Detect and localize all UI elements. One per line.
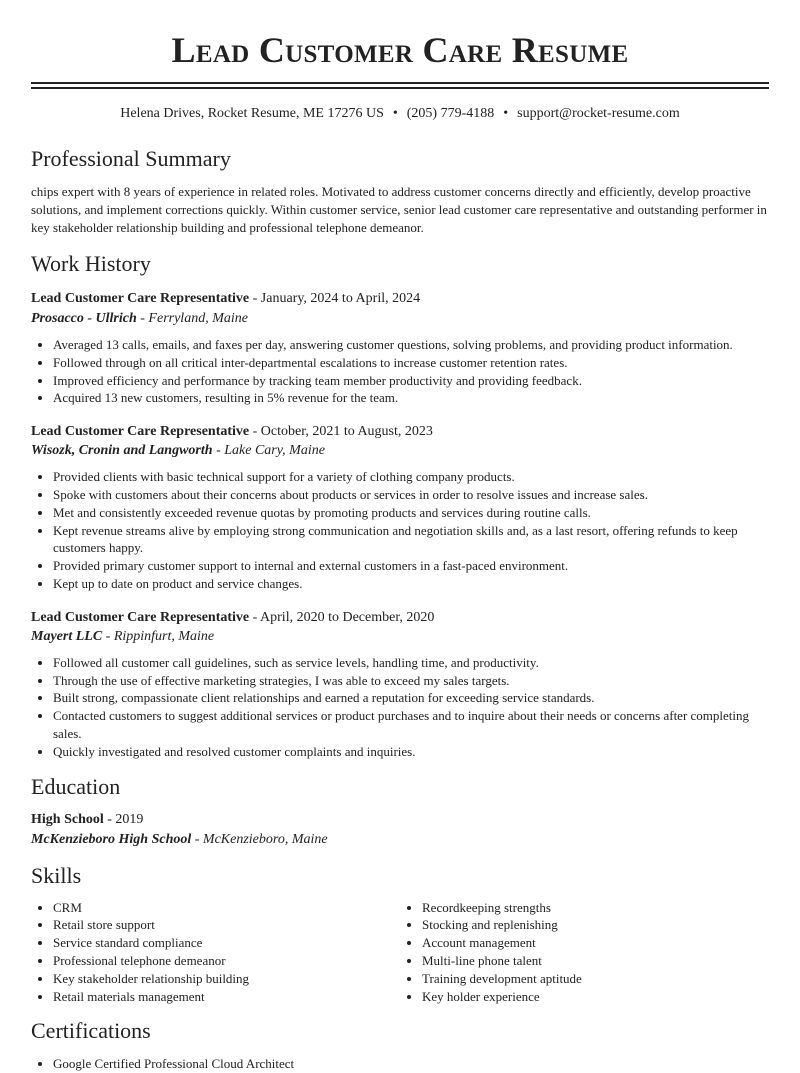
job-location: - Ferryland, Maine — [136, 311, 248, 326]
job-dates: - October, 2021 to August, 2023 — [249, 424, 433, 440]
resume-title: Lead Customer Care Resume — [171, 30, 629, 70]
work-history-heading: Work History — [31, 251, 151, 276]
contact-email: support@rocket-resume.com — [517, 106, 680, 121]
list-item: • Key stakeholder relationship building — [53, 970, 400, 988]
list-item: • Kept up to date on product and service changes. — [53, 575, 769, 593]
education-degree-line — [31, 811, 769, 829]
list-item: • Kept revenue streams alive by employing strong communication and negotiation skills and, as a last resort, offering refunds to keep customers happy. — [53, 522, 769, 558]
list-item: • Followed through on all critical inter-departmental escalations to increase customer retention rates. — [53, 354, 769, 372]
skills-heading: Skills — [31, 862, 82, 888]
job-entry — [31, 423, 769, 593]
list-item: • Averaged 13 calls, emails, and faxes per day, answering customer questions, solving problems, and providing product information. — [53, 336, 769, 354]
job-company-line — [31, 310, 769, 328]
education-degree: High School — [31, 811, 104, 827]
list-item: • Provided clients with basic technical support for a variety of clothing company products. — [53, 468, 769, 486]
summary-heading: Professional Summary — [31, 146, 231, 171]
list-item: • Recordkeeping strengths — [422, 899, 769, 917]
job-bullets — [31, 654, 769, 761]
job-title: Lead Customer Care Representative — [31, 424, 250, 440]
job-title-line — [31, 290, 769, 308]
education-year: - 2019 — [103, 811, 144, 827]
list-item: • Spoke with customers about their concerns about products or services in order to resolve issues and increase sales. — [53, 486, 769, 504]
job-dates: - January, 2024 to April, 2024 — [249, 291, 421, 306]
job-dates: - April, 2020 to December, 2020 — [249, 609, 435, 625]
job-company-line — [31, 628, 769, 646]
list-item: • Key holder experience — [422, 988, 769, 1006]
list-item: • Contacted customers to suggest additional services or product purchases and to inquire about their needs or concerns after completing sales. — [53, 707, 769, 743]
list-item: • Built strong, compassionate client relationships and earned a reputation for exceeding service standards. — [53, 689, 769, 707]
list-item: • Account management — [422, 934, 769, 952]
job-entry — [31, 290, 769, 407]
summary-text: chips expert with 8 years of experience in related roles. Motivated to address customer concerns directly and efficiently, develop proactive solutions, and implement corrections quickly. Within customer service, senior lead customer care representative and outstanding performer in key stakeholder relationship building and professional telephone demeanor. — [31, 184, 767, 235]
list-item: • Retail materials management — [53, 988, 400, 1006]
contact-address: Helena Drives, Rocket Resume, ME 17276 US — [120, 106, 384, 121]
education-school: McKenzieboro High School — [31, 831, 192, 847]
certifications-heading: Certifications — [31, 1018, 151, 1044]
job-title-line — [31, 423, 769, 441]
contact-separator: • — [503, 106, 509, 121]
list-item: • Met and consistently exceeded revenue quotas by promoting products and services during routine calls. — [53, 504, 769, 522]
job-company: Mayert LLC — [31, 628, 103, 644]
list-item: • Google Certified Professional Cloud Architect — [53, 1055, 769, 1073]
list-item: • Followed all customer call guidelines, such as service levels, handling time, and productivity. — [53, 654, 769, 672]
job-bullets — [31, 468, 769, 593]
job-entry — [31, 609, 769, 761]
job-company: Wisozk, Cronin and Langworth — [31, 443, 213, 459]
contact-phone: (205) 779-4188 — [406, 106, 495, 121]
job-title: Lead Customer Care Representative — [31, 609, 250, 625]
list-item: • Service standard compliance — [53, 934, 400, 952]
contact-separator: • — [392, 106, 398, 121]
job-company-line — [31, 442, 769, 460]
contact-line — [31, 105, 769, 123]
education-heading: Education — [31, 773, 121, 799]
skills-columns — [31, 899, 769, 1006]
education-school-line — [31, 831, 769, 849]
job-location: - Rippinfurt, Maine — [102, 628, 215, 644]
skills-list-right — [400, 899, 769, 1006]
list-item: • Quickly investigated and resolved customer complaints and inquiries. — [53, 743, 769, 761]
skills-list-left — [31, 899, 400, 1006]
list-item: • Retail store support — [53, 916, 400, 934]
list-item: • Stocking and replenishing — [422, 916, 769, 934]
list-item: • Acquired 13 new customers, resulting in 5% revenue for the team. — [53, 389, 769, 407]
certifications-list — [31, 1055, 769, 1073]
job-location: - Lake Cary, Maine — [212, 443, 325, 459]
education-location: - McKenzieboro, Maine — [191, 831, 328, 847]
education-entry — [31, 811, 769, 849]
job-title-line — [31, 609, 769, 627]
list-item: • Multi-line phone talent — [422, 952, 769, 970]
list-item: • Improved efficiency and performance by tracking team member productivity and providing feedback. — [53, 372, 769, 390]
title-divider — [31, 82, 769, 89]
list-item: • CRM — [53, 899, 400, 917]
list-item: • Professional telephone demeanor — [53, 952, 400, 970]
job-title: Lead Customer Care Representative — [31, 291, 250, 306]
job-company: Prosacco - Ullrich — [31, 311, 137, 326]
list-item: • Through the use of effective marketing strategies, I was able to exceed my sales targets. — [53, 672, 769, 690]
list-item: • Provided primary customer support to internal and external customers in a fast-paced environment. — [53, 557, 769, 575]
list-item: • Training development aptitude — [422, 970, 769, 988]
job-bullets — [31, 336, 769, 407]
